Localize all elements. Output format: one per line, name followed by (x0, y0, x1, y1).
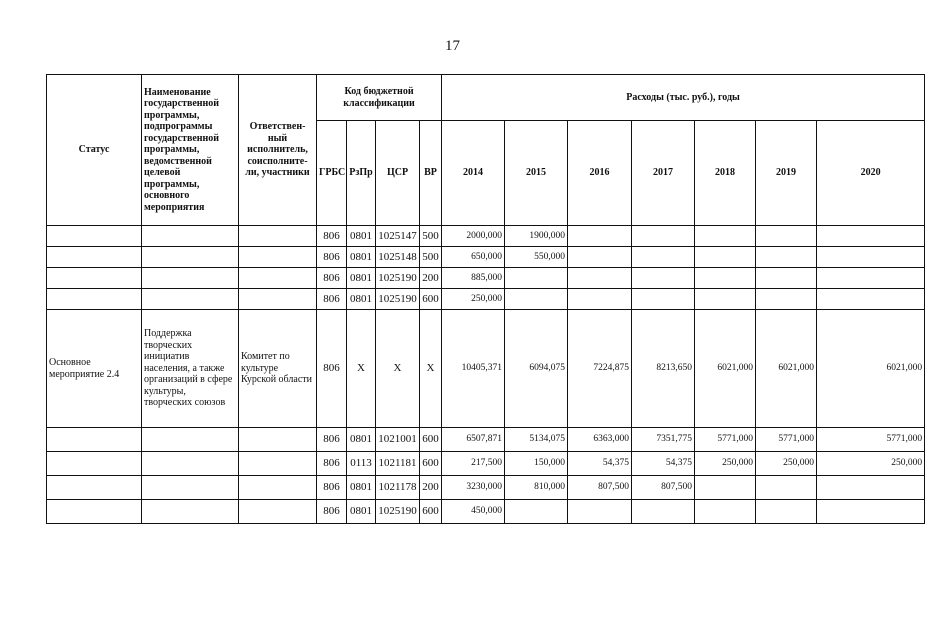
cell-vr: 600 (420, 500, 442, 524)
header-code-group: Код бюджетной классификации (317, 75, 442, 121)
cell-executor (239, 428, 317, 452)
cell-year-2019 (756, 226, 817, 247)
table-row (47, 500, 925, 524)
cell-rzpr: 0801 (347, 226, 376, 247)
page-number: 17 (445, 38, 460, 54)
cell-executor (239, 476, 317, 500)
cell-year-2016 (568, 247, 632, 268)
header-year-1: 2015 (505, 121, 568, 226)
cell-year-2020 (817, 226, 925, 247)
cell-status (47, 226, 142, 247)
cell-csr: 1021001 (376, 428, 420, 452)
cell-year-2018 (695, 289, 756, 310)
cell-year-2020 (817, 247, 925, 268)
cell-name (142, 268, 239, 289)
cell-name (142, 500, 239, 524)
cell-vr: 600 (420, 428, 442, 452)
cell-grbs: 806 (317, 452, 347, 476)
header-name: Наименование государственной программы, подпрограммы государственной программы, ведомственной целевой программы, основного мероприятия (142, 75, 239, 226)
cell-name: Поддержка творческих инициатив населения, а также организаций в сфере культуры, творческих союзов (142, 310, 239, 428)
cell-rzpr: 0801 (347, 247, 376, 268)
cell-grbs: 806 (317, 268, 347, 289)
cell-csr: 1021178 (376, 476, 420, 500)
cell-year-2014: 3230,000 (442, 476, 505, 500)
cell-name (142, 226, 239, 247)
header-year-6: 2020 (817, 121, 925, 226)
cell-grbs: 806 (317, 226, 347, 247)
cell-name (142, 428, 239, 452)
cell-year-2019 (756, 289, 817, 310)
cell-year-2019: 5771,000 (756, 428, 817, 452)
cell-year-2015: 150,000 (505, 452, 568, 476)
cell-rzpr: 0801 (347, 476, 376, 500)
cell-executor (239, 247, 317, 268)
cell-year-2014: 6507,871 (442, 428, 505, 452)
table-row (47, 428, 925, 452)
cell-grbs: 806 (317, 247, 347, 268)
header-expenses-group: Расходы (тыс. руб.), годы (442, 75, 925, 121)
cell-year-2018 (695, 247, 756, 268)
cell-year-2015: 1900,000 (505, 226, 568, 247)
cell-year-2015: 550,000 (505, 247, 568, 268)
table-row (47, 310, 925, 428)
header-code-2: ЦСР (376, 121, 420, 226)
cell-year-2020 (817, 268, 925, 289)
cell-rzpr: 0113 (347, 452, 376, 476)
cell-year-2017: 8213,650 (632, 310, 695, 428)
cell-year-2014: 2000,000 (442, 226, 505, 247)
cell-year-2019 (756, 476, 817, 500)
cell-vr: Х (420, 310, 442, 428)
table-row (47, 289, 925, 310)
cell-year-2017: 7351,775 (632, 428, 695, 452)
cell-status (47, 247, 142, 268)
cell-year-2020: 5771,000 (817, 428, 925, 452)
cell-csr: 1025190 (376, 500, 420, 524)
cell-year-2016: 54,375 (568, 452, 632, 476)
cell-year-2016: 7224,875 (568, 310, 632, 428)
cell-grbs: 806 (317, 310, 347, 428)
cell-year-2017 (632, 500, 695, 524)
cell-status (47, 476, 142, 500)
cell-rzpr: 0801 (347, 268, 376, 289)
cell-executor (239, 452, 317, 476)
cell-year-2017: 54,375 (632, 452, 695, 476)
table-row (47, 226, 925, 247)
table-row (47, 452, 925, 476)
header-code-0: ГРБС (317, 121, 347, 226)
cell-grbs: 806 (317, 500, 347, 524)
header-year-5: 2019 (756, 121, 817, 226)
header-code-1: РзПр (347, 121, 376, 226)
cell-csr: 1025148 (376, 247, 420, 268)
cell-vr: 500 (420, 247, 442, 268)
cell-vr: 600 (420, 289, 442, 310)
cell-executor (239, 289, 317, 310)
cell-year-2019 (756, 500, 817, 524)
header-executor: Ответствен-ный исполнитель, соисполните-ли, участники (239, 75, 317, 226)
cell-executor: Комитет по культуре Курской области (239, 310, 317, 428)
header-row-top (47, 75, 925, 121)
cell-vr: 200 (420, 268, 442, 289)
cell-vr: 600 (420, 452, 442, 476)
cell-grbs: 806 (317, 428, 347, 452)
cell-status (47, 289, 142, 310)
cell-year-2014: 250,000 (442, 289, 505, 310)
cell-name (142, 452, 239, 476)
cell-year-2014: 450,000 (442, 500, 505, 524)
cell-rzpr: 0801 (347, 289, 376, 310)
cell-year-2017 (632, 247, 695, 268)
cell-year-2014: 885,000 (442, 268, 505, 289)
header-status: Статус (47, 75, 142, 226)
cell-vr: 500 (420, 226, 442, 247)
cell-executor (239, 226, 317, 247)
cell-year-2015: 810,000 (505, 476, 568, 500)
table-body (47, 226, 925, 524)
cell-csr: 1025147 (376, 226, 420, 247)
cell-year-2017: 807,500 (632, 476, 695, 500)
cell-year-2017 (632, 268, 695, 289)
cell-csr: Х (376, 310, 420, 428)
cell-year-2020 (817, 476, 925, 500)
cell-year-2016 (568, 289, 632, 310)
cell-year-2020 (817, 289, 925, 310)
cell-status (47, 500, 142, 524)
cell-year-2014: 650,000 (442, 247, 505, 268)
budget-table (46, 74, 925, 524)
header-year-4: 2018 (695, 121, 756, 226)
cell-year-2020: 250,000 (817, 452, 925, 476)
cell-year-2019 (756, 268, 817, 289)
cell-rzpr: 0801 (347, 428, 376, 452)
cell-status (47, 428, 142, 452)
cell-vr: 200 (420, 476, 442, 500)
cell-status: Основное мероприятие 2.4 (47, 310, 142, 428)
cell-status (47, 268, 142, 289)
cell-executor (239, 268, 317, 289)
cell-csr: 1025190 (376, 268, 420, 289)
header-year-3: 2017 (632, 121, 695, 226)
cell-year-2019: 250,000 (756, 452, 817, 476)
table-row (47, 247, 925, 268)
cell-year-2018: 250,000 (695, 452, 756, 476)
cell-year-2018: 5771,000 (695, 428, 756, 452)
table-row (47, 476, 925, 500)
cell-year-2018: 6021,000 (695, 310, 756, 428)
cell-grbs: 806 (317, 476, 347, 500)
cell-year-2016: 807,500 (568, 476, 632, 500)
cell-name (142, 476, 239, 500)
cell-year-2015 (505, 500, 568, 524)
cell-grbs: 806 (317, 289, 347, 310)
cell-year-2016 (568, 500, 632, 524)
cell-csr: 1025190 (376, 289, 420, 310)
header-year-0: 2014 (442, 121, 505, 226)
cell-year-2015: 5134,075 (505, 428, 568, 452)
cell-name (142, 289, 239, 310)
cell-year-2019 (756, 247, 817, 268)
cell-year-2020 (817, 500, 925, 524)
cell-year-2016: 6363,000 (568, 428, 632, 452)
cell-year-2018 (695, 226, 756, 247)
cell-year-2015 (505, 268, 568, 289)
cell-status (47, 452, 142, 476)
cell-csr: 1021181 (376, 452, 420, 476)
cell-rzpr: 0801 (347, 500, 376, 524)
cell-year-2017 (632, 226, 695, 247)
cell-year-2018 (695, 476, 756, 500)
table-row (47, 268, 925, 289)
cell-year-2020: 6021,000 (817, 310, 925, 428)
cell-year-2016 (568, 226, 632, 247)
header-year-2: 2016 (568, 121, 632, 226)
cell-year-2018 (695, 500, 756, 524)
cell-year-2019: 6021,000 (756, 310, 817, 428)
cell-name (142, 247, 239, 268)
cell-year-2018 (695, 268, 756, 289)
cell-year-2017 (632, 289, 695, 310)
cell-year-2015 (505, 289, 568, 310)
cell-year-2014: 217,500 (442, 452, 505, 476)
cell-year-2014: 10405,371 (442, 310, 505, 428)
cell-executor (239, 500, 317, 524)
cell-year-2015: 6094,075 (505, 310, 568, 428)
header-code-3: ВР (420, 121, 442, 226)
cell-year-2016 (568, 268, 632, 289)
cell-rzpr: Х (347, 310, 376, 428)
